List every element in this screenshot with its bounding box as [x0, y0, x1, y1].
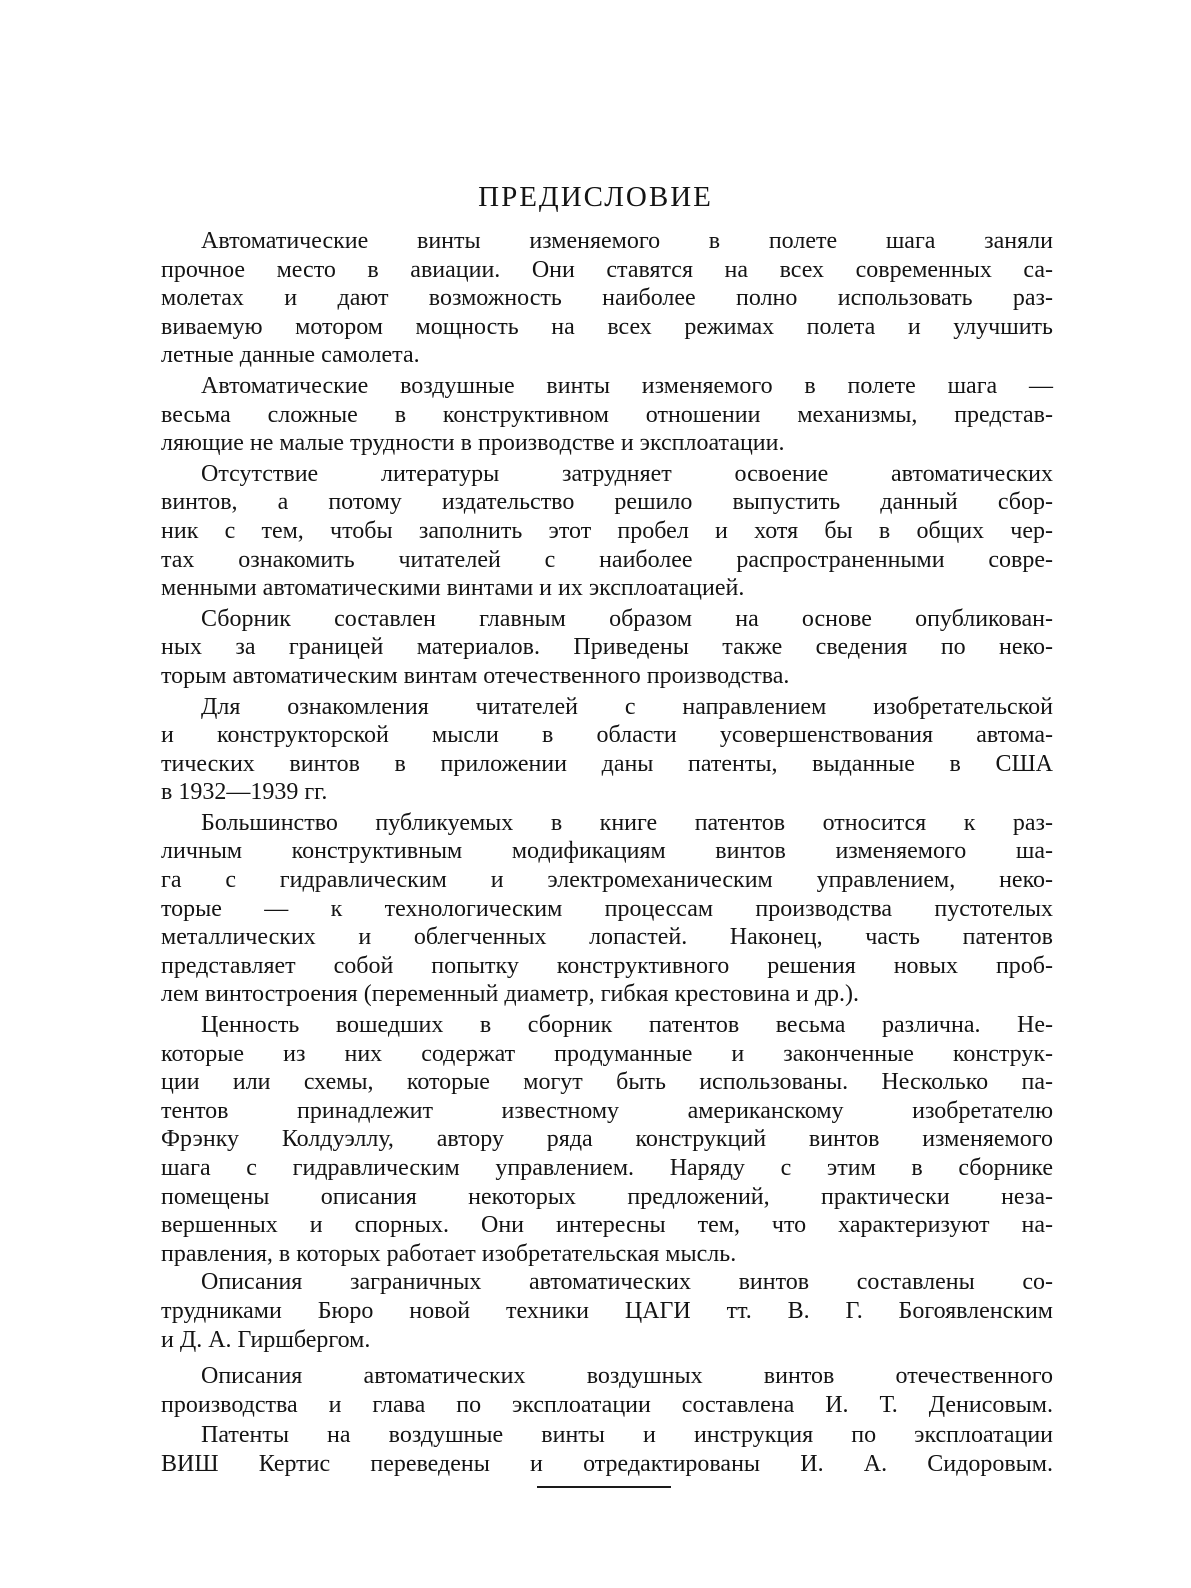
text-line: Фрэнку Колдуэллу, автору ряда конструкций винтов изменяемого: [161, 1126, 1053, 1153]
text-line: и конструкторской мысли в области усовершенствования автома-: [161, 722, 1053, 749]
text-line: Автоматические воздушные винты изменяемого в полете шага —: [201, 372, 1053, 399]
text-line: личным конструктивным модификациям винтов изменяемого ша-: [161, 838, 1053, 865]
paragraph: [161, 809, 1053, 1009]
text-line: ВИШ Кертис переведены и отредактированы И. А. Сидоровым.: [161, 1450, 1053, 1477]
text-line: торые — к технологическим процессам производства пустотелых: [161, 895, 1053, 922]
text-line: Для ознакомления читателей с направлением изобретательской: [201, 693, 1053, 720]
text-line: тах ознакомить читателей с наиболее распространенными совре-: [161, 546, 1053, 573]
text-line: производства и глава по эксплоатации составлена И. Т. Денисовым.: [161, 1391, 1053, 1418]
text-line: Ценность вошедших в сборник патентов весьма различна. Не-: [201, 1012, 1053, 1039]
paragraph: [161, 693, 1053, 807]
text-line: лем винтостроения (переменный диаметр, гибкая крестовина и др.).: [161, 981, 860, 1008]
text-line: Автоматические винты изменяемого в полете шага заняли: [201, 228, 1053, 254]
text-line: ляющие не малые трудности в производстве и эксплоатации.: [161, 430, 785, 457]
text-line: га с гидравлическим и электромеханическим управлением, неко-: [161, 867, 1053, 894]
paragraph: [161, 1011, 1053, 1268]
text-line: Отсутствие литературы затрудняет освоение автоматических: [201, 460, 1053, 487]
text-line: Сборник составлен главным образом на основе опубликован-: [201, 605, 1053, 632]
text-line: менными автоматическими винтами и их эксплоатацией.: [161, 575, 745, 602]
paragraph: [161, 227, 1053, 370]
text-line: правления, в которых работает изобретательская мысль.: [161, 1240, 737, 1267]
text-line: виваемую мотором мощность на всех режимах полета и улучшить: [161, 313, 1053, 340]
text-line: летные данные самолета.: [161, 342, 420, 369]
text-line: Большинство публикуемых в книге патентов относится к раз-: [201, 809, 1053, 836]
paragraph: [161, 605, 1053, 691]
paragraph: [161, 1268, 1053, 1354]
text-line: трудниками Бюро новой техники ЦАГИ тт. В. Г. Богоявленским: [161, 1297, 1053, 1324]
preface-body: [161, 227, 1053, 1479]
text-line: молетах и дают возможность наиболее полно использовать раз-: [161, 285, 1053, 312]
text-line: тических винтов в приложении даны патенты, выданные в США: [161, 750, 1053, 777]
text-line: металлических и облегченных лопастей. Наконец, часть патентов: [161, 924, 1053, 951]
text-line: винтов, а потому издательство решило выпустить данный сбор-: [161, 489, 1053, 516]
text-line: торым автоматическим винтам отечественного производства.: [161, 662, 790, 689]
text-line: вершенных и спорных. Они интересны тем, что характеризуют на-: [161, 1212, 1053, 1239]
text-line: ции или схемы, которые могут быть использованы. Несколько па-: [161, 1069, 1053, 1096]
text-line: прочное место в авиации. Они ставятся на всех современных са-: [161, 256, 1053, 283]
text-line: весьма сложные в конструктивном отношении механизмы, представ-: [161, 401, 1053, 428]
text-line: Описания заграничных автоматических винтов составлены со-: [201, 1269, 1053, 1296]
text-line: Описания автоматических воздушных винтов отечественного: [201, 1363, 1053, 1390]
paragraph: [161, 460, 1053, 603]
paragraph: [161, 372, 1053, 458]
text-line: которые из них содержат продуманные и законченные конструк-: [161, 1040, 1053, 1067]
paragraph: [161, 1362, 1053, 1419]
text-line: тентов принадлежит известному американскому изобретателю: [161, 1097, 1053, 1124]
text-line: шага с гидравлическим управлением. Наряду с этим в сборнике: [161, 1155, 1053, 1181]
page-title: ПРЕДИСЛОВИЕ: [478, 181, 713, 213]
text-line: ник с тем, чтобы заполнить этот пробел и хотя бы в общих чер-: [161, 517, 1053, 544]
text-line: Патенты на воздушные винты и инструкция по эксплоатации: [201, 1422, 1053, 1449]
text-line: и Д. А. Гиршбергом.: [161, 1326, 371, 1353]
text-line: ных за границей материалов. Приведены также сведения по неко-: [161, 634, 1053, 661]
text-line: помещены описания некоторых предложений, практически неза-: [161, 1183, 1053, 1210]
paragraph: [161, 1421, 1053, 1478]
end-divider: [537, 1486, 671, 1488]
text-line: представляет собой попытку конструктивного решения новых проб-: [161, 952, 1053, 979]
text-line: в 1932—1939 гг.: [161, 779, 328, 806]
